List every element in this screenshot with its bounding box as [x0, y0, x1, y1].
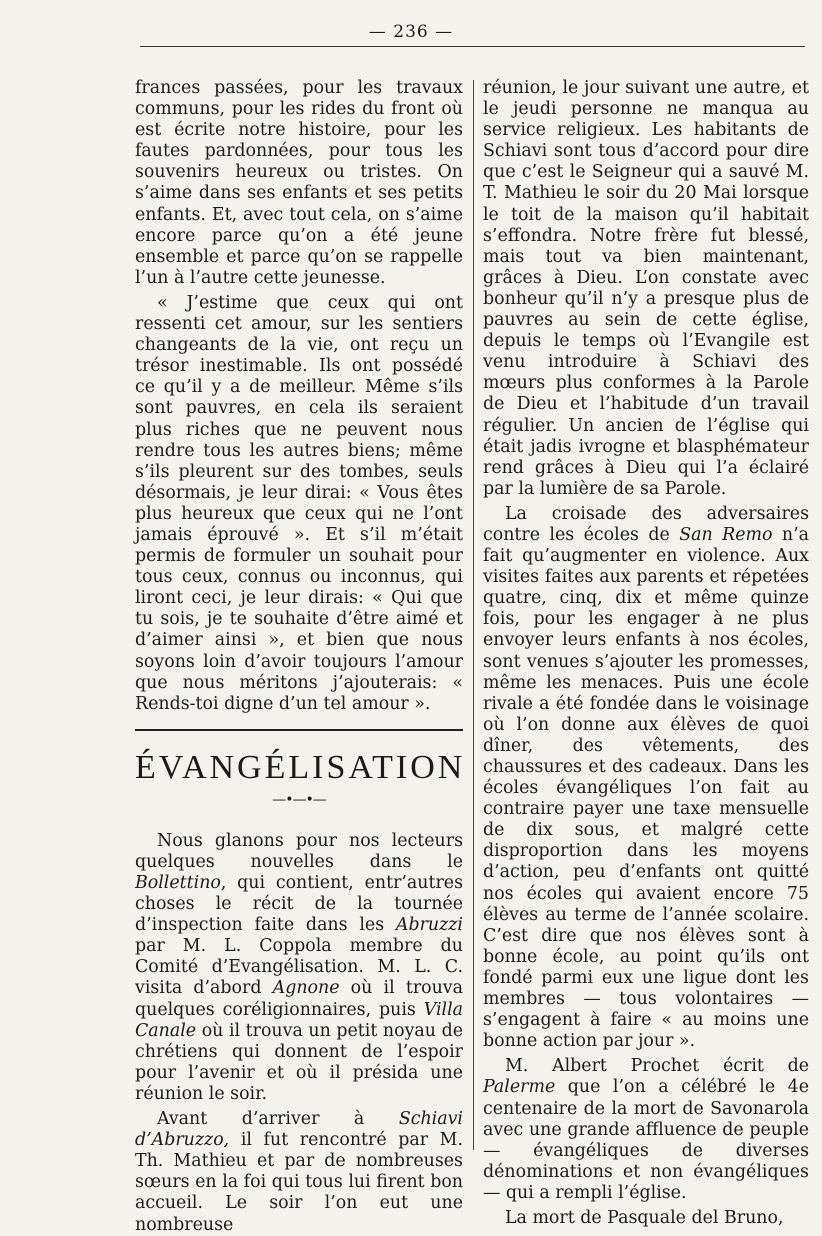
paragraph-left-4	[135, 1109, 463, 1236]
text-run: où il trouva quelques coréligionnaires, puis	[135, 978, 463, 1020]
text-run: Avant d’arriver à	[157, 1109, 399, 1130]
italic-run: Schiavi d’Abruzzo,	[135, 1109, 463, 1151]
paragraph-right-3	[483, 1056, 809, 1204]
paragraph-right-1: réunion, le jour suivant une autre, et le jeudi personne ne manqua au service religieux. Les habitants de Schiavi sont tous d’accord pour dire que c’est le Seigneur qui a sauvé M. T. Mathieu le soir du 20 Mai lorsque le toit de la maison qu’il habitait s’effondra. Notre frère fut blessé, mais tout va bien maintenant, grâces à Dieu. L’on constate avec bonheur qu’il n’y a presque plus de pauvres au sein de cette église, depuis le temps où l’Evangile est venu introduire à Schiavi des mœurs plus conformes à la Parole de Dieu et l’habitude d’un travail régulier. Un ancien de l’église qui était jadis ivrogne et blasphémateur rend grâces à Dieu qui l’a éclairé par la lumière de sa Parole.	[483, 78, 809, 499]
text-run: il fut rencontré par M. Th. Mathieu et par de nombreuses sœurs en la foi qui tous lui firent bon accueil. Le soir l’on eut une nombreuse	[135, 1130, 463, 1235]
text-run: n’a fait qu’augmenter en violence. Aux visites faites aux parents et répetées quatre, cinq, dix et même quinze fois, pour les engager à ne plus envoyer leurs enfants à nos écoles, sont venues s’ajouter les promesses, même les menaces. Puis une école rivale a été fondée dans le voisinage où l’on donne aux élèves de quoi dîner, des vêtements, des chaussures et des cadeaux. Dans les écoles évangéliques l’on fait au contraire payer une taxe mensuelle de dix sous, et malgré cette disproportion dans les moyens d’action, peu d’enfants ont quitté nos écoles qui avaient encore 75 élèves au terme de l’année scolaire. C’est dire que nos élèves sont à bonne école, au point qu’ils ont fondé parmi eux une ligue dont les membres — tous volontaires — s’engagent à faire « au moins une bonne action par jour ».	[483, 524, 809, 1052]
paragraph-left-2: « J’estime que ceux qui ont ressenti cet amour, sur les sentiers changeants de la vie, ont reçu un trésor inestimable. Ils ont possédé ce qu’il y a de meilleur. Même s’ils sont pauvres, en cela ils seraient plus riches que ne peuvent nous rendre tous les autres biens; même s’ils pleurent sur des tombes, seuls désormais, je leur dirai: « Vous êtes plus heureux que ceux qui ne l’ont jamais éprouvé ». Et s’il m’était permis de formuler un souhait pour tous ceux, connus ou inconnus, qui liront ceci, je leur dirais: « Qui que tu sois, je te souhaite d’être aimé et d’aimer ainsi », et bien que nous soyons loin d’avoir toujours l’amour que nous méritons j’ajouterais: « Rends-toi digne d’un tel amour ».	[135, 292, 463, 714]
paragraph-right-4: La mort de Pasquale del Bruno,	[505, 1207, 784, 1228]
italic-run: Bollettino	[135, 873, 221, 893]
text-run: La croisade des adversaires contre les écoles de	[483, 503, 809, 545]
italic-run: Palerme	[483, 1077, 556, 1098]
column-divider	[473, 80, 474, 1150]
text-run: M. Albert Prochet écrit de	[505, 1056, 809, 1077]
text-run: par M. L. Coppola membre du Comité d’Evangélisation. M. L. C. visita d’abord	[135, 936, 463, 999]
left-column	[135, 78, 466, 1236]
italic-run: Agnone	[272, 978, 340, 999]
page-number: — 236 —	[368, 22, 454, 42]
paragraph-left-1: frances passées, pour les travaux communs, pour les rides du front où est écrite notre histoire, pour les fautes pardonnées, pour tous les souvenirs heureux ou tristes. On s’aime dans ses enfants et ses petits enfants. Et, avec tout cela, on s’aime encore parce qu’on a été jeune ensemble et parce qu’on se rappelle l’un à l’autre cette jeunesse.	[135, 78, 463, 288]
section-title: ÉVANGÉLISATION	[135, 748, 466, 786]
ornament-divider: —•—•—	[272, 791, 326, 808]
italic-run: Abruzzi	[395, 915, 463, 936]
paragraph-right-2	[483, 504, 809, 1052]
italic-run: San Remo	[679, 524, 773, 545]
text-run: , qui contient, entr’autres choses le récit de la tournée d’inspection faite dans les	[135, 873, 463, 936]
italic-run: Villa Canale	[135, 999, 463, 1041]
right-column	[483, 78, 809, 1229]
section-rule	[135, 729, 463, 731]
text-run: Nous glanons pour nos lecteurs quelques nouvelles dans le	[135, 830, 463, 872]
text-run: que l’on a célébré le 4e centenaire de la mort de Savonarola avec une grande affluence de peuple — évangéliques de diverses dénominations et non évangéliques — qui a rempli l’église.	[483, 1077, 809, 1203]
header-rule	[140, 46, 805, 47]
paragraph-left-3	[135, 831, 463, 1105]
text-run: où il trouva un petit noyau de chrétiens qui donnent de l’espoir pour l’avenir et où il présida une réunion le soir.	[135, 1020, 463, 1104]
